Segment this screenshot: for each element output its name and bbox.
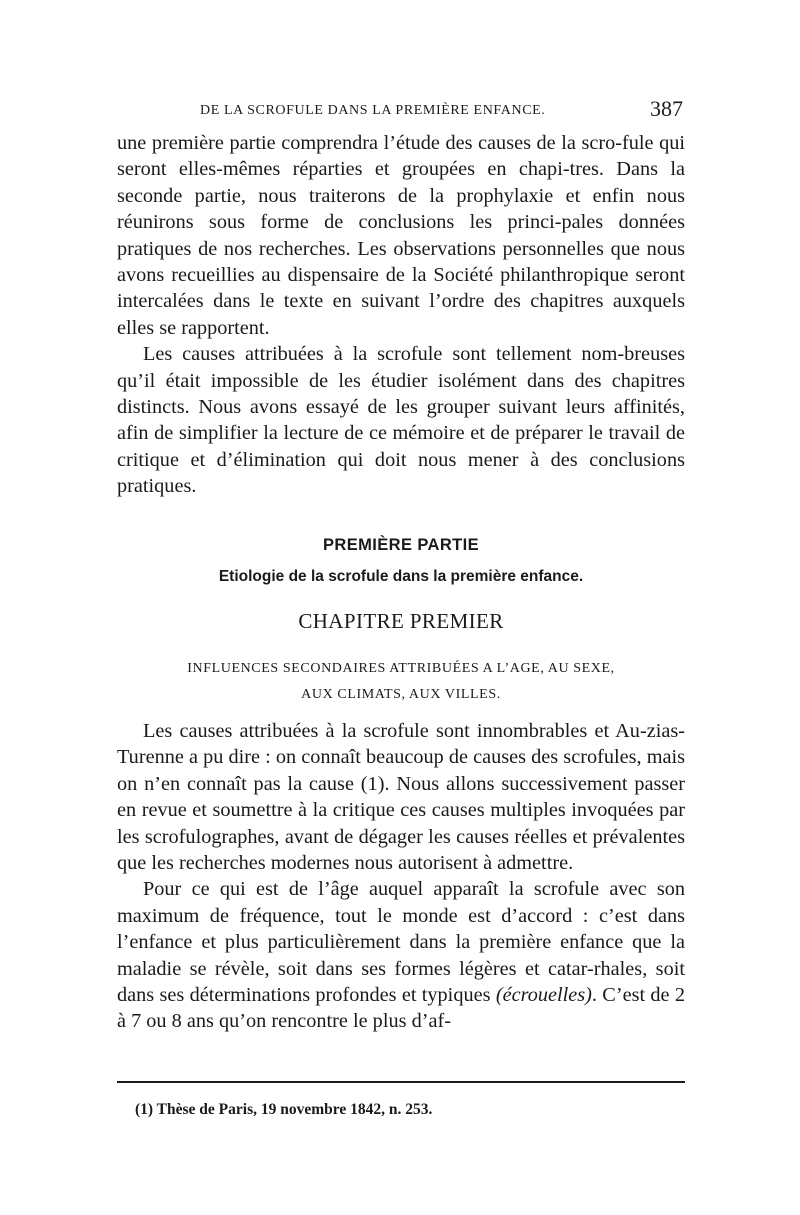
chapter-paragraph-1: Les causes attribuées à la scrofule sont innombrables et Au-zias-Turenne a pu dire : on connaît beaucoup de causes des scrofules, mais on n’en connaît pas la cause (1). Nous allons successivement passer en revue et soumettre à la critique ces causes multiples invoquées par les scrofulographes, avant de dégager les causes réelles et prévalentes que les recherches modernes nous autorisent à admettre. (117, 720, 685, 875)
chapter-heading-line-1: INFLUENCES SECONDAIRES ATTRIBUÉES A L’AGE, AU SEXE, (187, 661, 615, 676)
chapter-paragraph-2-italic: (écrouelles) (495, 984, 592, 1007)
running-title: DE LA SCROFULE DANS LA PREMIÈRE ENFANCE. (200, 103, 546, 118)
footnote-rule (117, 1081, 685, 1083)
intro-paragraph-2: Les causes attribuées à la scrofule sont tellement nom-breuses qu’il était impossible de les étudier isolément dans des chapitres distincts. Nous avons essayé de les grouper suivant leurs affinités, afin de simplifier la lecture de ce mémoire et de préparer le travail de critique et d’élimination qui doit nous mener à des conclusions pratiques. (117, 343, 685, 498)
chapter-heading (117, 656, 685, 708)
chapter-paragraph-2 (117, 876, 685, 1034)
footnote: (1) Thèse de Paris, 19 novembre 1842, n. 253. (135, 1101, 433, 1118)
chapter-paragraph-2-text: Pour ce qui est de l’âge auquel apparaît la scrofule avec son maximum de fréquence, tout le monde est d’accord : c’est dans l’enfance et plus particulièrement dans la première enfance que la maladie se révèle, soit dans ses formes légères et catar-rhales, soit dans ses déterminations profondes et typiques (117, 878, 685, 1007)
part-title: PREMIÈRE PARTIE (322, 536, 480, 554)
chapter-paragraph-2-end: . C’est de 2 à 7 ou 8 ans qu’on rencontre le plus d’af- (117, 984, 686, 1033)
running-head (117, 96, 685, 126)
intro-text (117, 130, 685, 500)
chapter-text (117, 718, 685, 1035)
intro-paragraph-1: une première partie comprendra l’étude des causes de la scro-fule qui seront elles-mêmes réparties et groupées en chapi-tres. Dans la seconde partie, nous traiterons de la prophylaxie et enfin nous réunirons sous forme de conclusions les princi-pales données pratiques de nos recherches. Les observations personnelles que nous avons recueillies au dispensaire de la Société philanthropique seront intercalées dans le texte en suivant l’ordre des chapitres auxquels elles se rapportent. (117, 132, 685, 339)
page-number: 387 (650, 96, 683, 121)
chapter-title: CHAPITRE PREMIER (298, 609, 504, 633)
part-subtitle: Etiologie de la scrofule dans la première enfance. (218, 568, 584, 585)
chapter-heading-line-2: AUX CLIMATS, AUX VILLES. (301, 687, 501, 702)
